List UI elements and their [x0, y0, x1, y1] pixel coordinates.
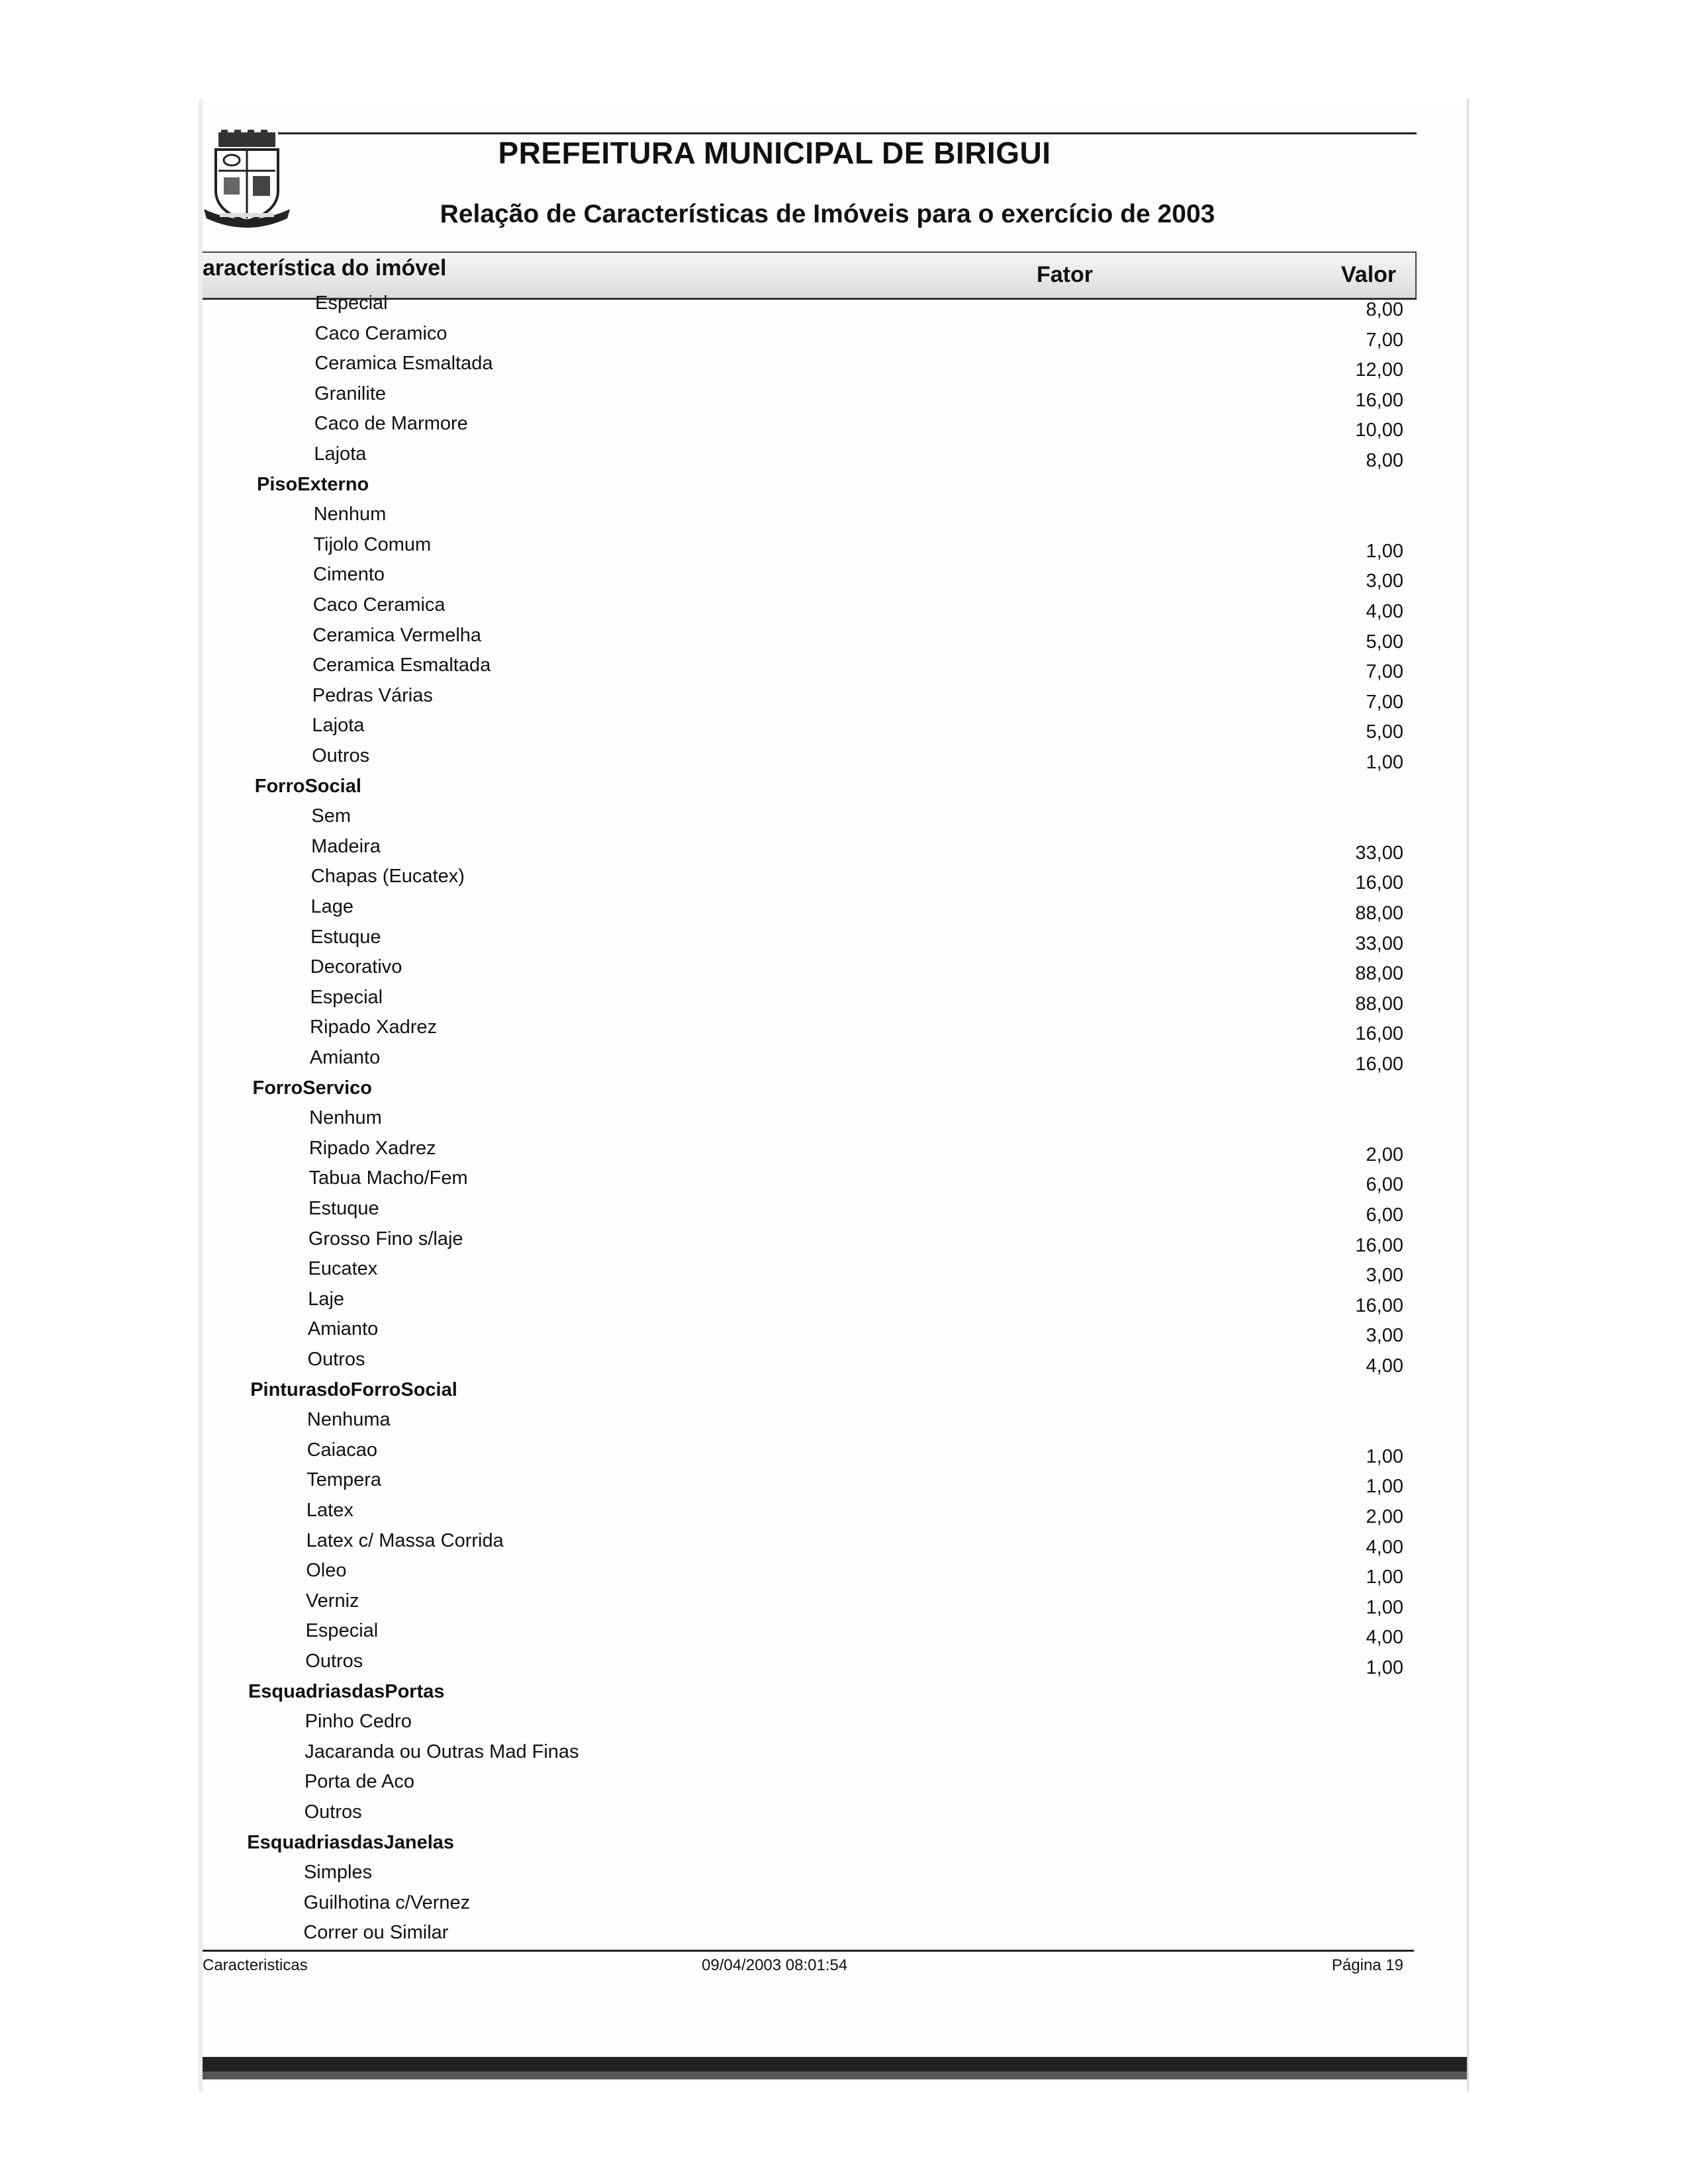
table-row [0, 956, 1688, 985]
item-label: Caco Ceramico [314, 322, 447, 344]
item-label: Grosso Fino s/laje [308, 1228, 463, 1250]
item-label: Amianto [307, 1318, 379, 1340]
table-row [0, 1469, 1688, 1498]
item-value: 4,00 [1366, 1627, 1403, 1649]
category-row [0, 1077, 1688, 1107]
item-label: Laje [308, 1288, 345, 1310]
table-row [0, 866, 1688, 895]
item-value: 88,00 [1355, 993, 1403, 1015]
item-label: Estuque [310, 926, 381, 948]
item-label: Eucatex [308, 1258, 378, 1280]
scan-edge [203, 2057, 1467, 2071]
table-row [0, 1167, 1688, 1197]
item-label: Outros [304, 1801, 362, 1823]
item-value: 1,00 [1366, 1596, 1403, 1618]
table-row [0, 534, 1688, 563]
item-value: 8,00 [1366, 450, 1403, 471]
item-value: 7,00 [1366, 661, 1403, 683]
table-row [0, 1711, 1688, 1740]
table-row [0, 1017, 1688, 1046]
table-row [0, 1409, 1688, 1438]
item-label: Granilite [314, 383, 387, 404]
item-label: Estuque [308, 1198, 379, 1219]
table-row [0, 1620, 1688, 1649]
item-label: Latex c/ Massa Corrida [306, 1529, 504, 1551]
item-label: Pedras Várias [312, 684, 433, 706]
item-label: Outros [307, 1349, 365, 1370]
table-row [0, 1198, 1688, 1227]
header-rule [278, 132, 1417, 134]
table-row [0, 323, 1688, 352]
item-label: Caiacao [306, 1439, 377, 1461]
item-label: Especial [310, 986, 383, 1008]
table-row [0, 293, 1688, 322]
item-label: Nenhum [309, 1107, 382, 1129]
item-value: 16,00 [1355, 1023, 1403, 1045]
category-label: EsquadriasdasPortas [248, 1680, 445, 1702]
item-label: Ceramica Esmaltada [314, 353, 493, 375]
column-value: Valor [1341, 262, 1397, 287]
item-value: 1,00 [1366, 1476, 1403, 1498]
category-row [0, 776, 1688, 805]
category-label: ForroServico [252, 1077, 372, 1099]
table-row [0, 625, 1688, 654]
table-row [0, 1289, 1688, 1318]
item-value: 16,00 [1355, 872, 1403, 894]
item-label: Tabua Macho/Fem [308, 1167, 468, 1189]
table-row [0, 1439, 1688, 1469]
table-row [0, 1047, 1688, 1076]
table-row [0, 805, 1688, 835]
column-characteristic: aracterística do imóvel [203, 255, 447, 281]
category-row [0, 474, 1688, 503]
category-row [0, 1379, 1688, 1408]
item-label: Cimento [313, 564, 385, 586]
table-row [0, 1862, 1688, 1891]
table-row [0, 1741, 1688, 1770]
item-value: 5,00 [1366, 721, 1403, 743]
item-label: Caco Ceramica [312, 594, 445, 615]
table-row [0, 987, 1688, 1016]
item-label: Ceramica Vermelha [312, 624, 482, 646]
table-row [0, 1228, 1688, 1257]
table-row [0, 836, 1688, 865]
table-row [0, 413, 1688, 442]
table-row [0, 383, 1688, 412]
item-value: 4,00 [1366, 1536, 1403, 1558]
table-row [0, 594, 1688, 623]
item-value: 16,00 [1355, 1234, 1403, 1256]
table-row [0, 1651, 1688, 1680]
footer-datetime: 09/04/2003 08:01:54 [702, 1956, 848, 1974]
item-value: 3,00 [1366, 570, 1403, 592]
item-label: Madeira [311, 835, 381, 857]
table-row [0, 564, 1688, 593]
item-label: Sem [311, 805, 352, 827]
item-label: Verniz [305, 1590, 359, 1612]
table-row [0, 1801, 1688, 1831]
item-value: 12,00 [1355, 359, 1403, 381]
item-value: 5,00 [1366, 631, 1403, 653]
category-label: PinturasdoForroSocial [250, 1379, 457, 1400]
item-value: 3,00 [1366, 1265, 1403, 1287]
table-row [0, 1560, 1688, 1589]
table-row [0, 1138, 1688, 1167]
item-value: 16,00 [1355, 389, 1403, 411]
table-row [0, 1318, 1688, 1347]
item-label: Lajota [314, 443, 367, 465]
item-label: Ripado Xadrez [308, 1137, 436, 1159]
item-label: Ripado Xadrez [310, 1017, 437, 1038]
table-row [0, 1500, 1688, 1529]
footer-report-name: Caracteristicas [203, 1956, 308, 1974]
table-row [0, 896, 1688, 925]
scan-edge-lower [203, 2071, 1467, 2079]
item-value: 2,00 [1366, 1506, 1403, 1527]
item-value: 7,00 [1366, 329, 1403, 351]
item-value: 1,00 [1366, 1445, 1403, 1467]
column-factor: Fator [1037, 262, 1093, 287]
footer-page-number: Página 19 [1331, 1956, 1403, 1974]
table-row [0, 745, 1688, 774]
item-label: Tempera [306, 1469, 382, 1491]
item-value: 88,00 [1355, 903, 1403, 924]
item-label: Simples [303, 1862, 373, 1884]
item-label: Outros [312, 745, 370, 766]
table-row [0, 1771, 1688, 1800]
table-row [0, 927, 1688, 956]
item-label: Especial [315, 293, 388, 314]
item-label: Lajota [312, 715, 365, 737]
table-row [0, 1107, 1688, 1136]
item-value: 4,00 [1366, 601, 1403, 622]
item-label: Correr ou Similar [303, 1922, 449, 1944]
item-label: Chapas (Eucatex) [310, 866, 465, 887]
item-value: 16,00 [1355, 1295, 1403, 1316]
table-row [0, 1922, 1688, 1951]
item-label: Nenhum [313, 504, 387, 525]
item-label: Oleo [306, 1560, 347, 1582]
table-row [0, 685, 1688, 714]
table-row [0, 1349, 1688, 1378]
item-value: 16,00 [1355, 1054, 1403, 1075]
item-label: Decorativo [310, 956, 402, 978]
table-row [0, 443, 1688, 473]
item-label: Caco de Marmore [314, 413, 468, 435]
category-row [0, 1681, 1688, 1710]
item-value: 1,00 [1366, 752, 1403, 773]
item-label: Porta de Aco [304, 1771, 415, 1793]
item-value: 7,00 [1366, 691, 1403, 713]
table-row [0, 655, 1688, 684]
item-value: 1,00 [1366, 1657, 1403, 1678]
item-value: 6,00 [1366, 1174, 1403, 1196]
item-label: Tijolo Comum [313, 533, 432, 555]
item-label: Outros [305, 1651, 363, 1672]
table-row [0, 715, 1688, 744]
category-row [0, 1832, 1688, 1861]
item-label: Pinho Cedro [305, 1711, 412, 1733]
table-row [0, 1892, 1688, 1921]
item-value: 6,00 [1366, 1205, 1403, 1226]
item-value: 33,00 [1355, 933, 1403, 954]
item-value: 3,00 [1366, 1325, 1403, 1347]
item-value: 8,00 [1366, 299, 1403, 320]
item-label: Jacaranda ou Outras Mad Finas [305, 1741, 579, 1762]
item-label: Lage [310, 896, 353, 917]
category-label: PisoExterno [257, 473, 369, 495]
table-row [0, 1530, 1688, 1559]
item-label: Amianto [309, 1047, 381, 1068]
category-label: ForroSocial [254, 775, 361, 797]
item-value: 1,00 [1366, 540, 1403, 562]
item-value: 10,00 [1355, 420, 1403, 441]
page-title: PREFEITURA MUNICIPAL DE BIRIGUI [498, 136, 1051, 170]
item-value: 33,00 [1355, 842, 1403, 864]
item-value: 1,00 [1366, 1567, 1403, 1588]
item-label: Ceramica Esmaltada [312, 655, 491, 676]
item-value: 2,00 [1366, 1144, 1403, 1165]
item-label: Guilhotina c/Vernez [303, 1891, 471, 1913]
municipal-crest-icon [204, 130, 290, 229]
item-value: 4,00 [1366, 1355, 1403, 1377]
table-row [0, 1590, 1688, 1619]
page-subtitle: Relação de Características de Imóveis para o exercício de 2003 [440, 200, 1215, 228]
table-row [0, 1258, 1688, 1287]
footer-rule [203, 1950, 1414, 1952]
table-row [0, 353, 1688, 382]
item-label: Especial [305, 1620, 379, 1642]
category-label: EsquadriasdasJanelas [247, 1831, 455, 1853]
item-value: 88,00 [1355, 963, 1403, 985]
item-label: Nenhuma [306, 1409, 391, 1431]
item-label: Latex [306, 1500, 353, 1521]
table-row [0, 504, 1688, 533]
